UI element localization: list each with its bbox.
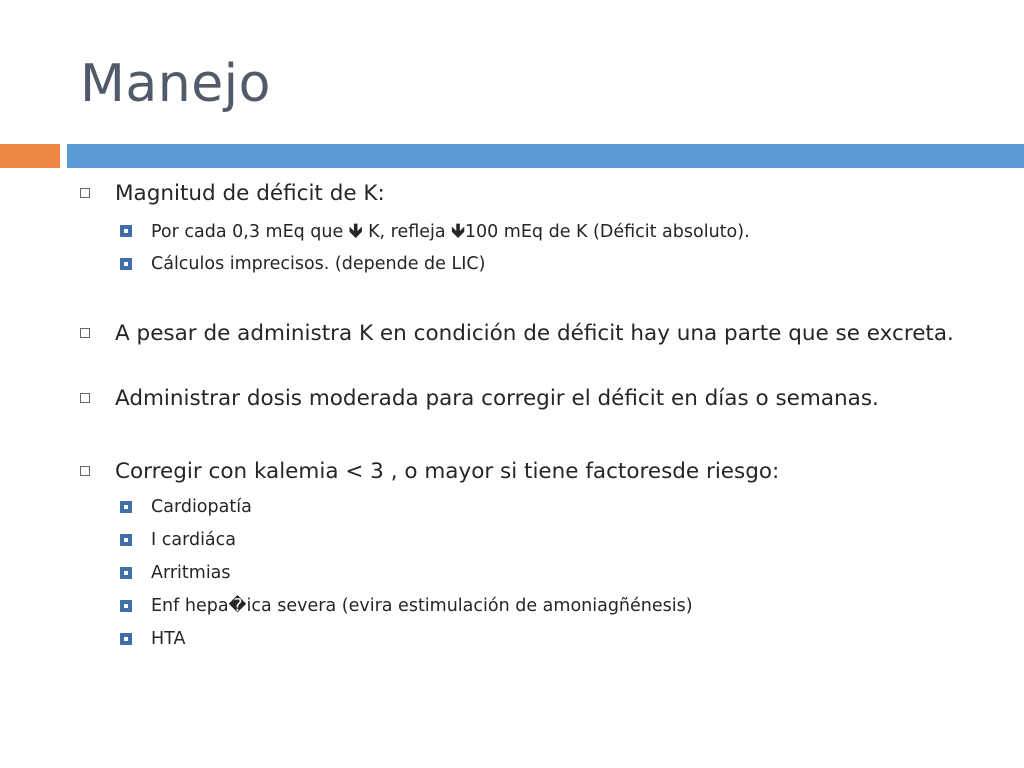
down-arrow-icon: 🡻: [451, 220, 465, 242]
subbullet-text: Cálculos imprecisos. (depende de LIC): [151, 254, 486, 274]
subbullet-i-cardiaca: [120, 528, 960, 552]
hollow-square-bullet-icon: [80, 328, 90, 338]
bullet-text: Corregir con kalemia < 3 , o mayor si tiene factoresde riesgo:: [115, 459, 780, 484]
subbullet-text: I cardiáca: [151, 530, 236, 550]
slide-title: Manejo: [80, 54, 271, 114]
text-segment: 100 mEq de K (Déficit absoluto).: [464, 222, 750, 242]
bullet-magnitud: [80, 180, 960, 208]
subbullet-text: Arritmias: [151, 563, 231, 583]
subbullet-hta: [120, 627, 960, 651]
subbullet-calculos: [120, 252, 960, 276]
square-bullet-icon: [120, 600, 132, 612]
square-bullet-icon: [120, 501, 132, 513]
accent-bar-blue: [67, 144, 1024, 168]
subbullet-arritmias: [120, 561, 960, 585]
subbullet-por-cada: [120, 219, 960, 244]
hollow-square-bullet-icon: [80, 466, 90, 476]
accent-bar-orange: [0, 144, 60, 168]
text-segment: Por cada 0,3 mEq que: [151, 222, 349, 242]
subbullet-cardiopatia: [120, 495, 960, 519]
bullet-a-pesar: [80, 320, 960, 348]
square-bullet-icon: [120, 567, 132, 579]
bullet-administrar: [80, 385, 960, 413]
down-arrow-icon: 🡻: [348, 220, 363, 242]
subbullet-text: HTA: [151, 629, 186, 649]
subbullet-text: Cardiopatía: [151, 497, 252, 517]
bullet-text: A pesar de administra K en condición de déficit hay una parte que se excreta.: [115, 321, 954, 346]
text-segment: K, refleja: [362, 222, 452, 242]
subbullet-enf-hepatica: [120, 594, 960, 618]
square-bullet-icon: [120, 633, 132, 645]
bullet-text: Magnitud de déficit de K:: [115, 181, 385, 206]
subbullet-text: [151, 219, 960, 244]
bullet-corregir: [80, 458, 960, 486]
hollow-square-bullet-icon: [80, 188, 90, 198]
square-bullet-icon: [120, 258, 132, 270]
hollow-square-bullet-icon: [80, 393, 90, 403]
square-bullet-icon: [120, 534, 132, 546]
square-bullet-icon: [120, 225, 132, 237]
subbullet-text: Enf hepa�ica severa (evira estimulación de amoniagñénesis): [151, 596, 693, 616]
bullet-text: Administrar dosis moderada para corregir el déficit en días o semanas.: [115, 386, 879, 411]
